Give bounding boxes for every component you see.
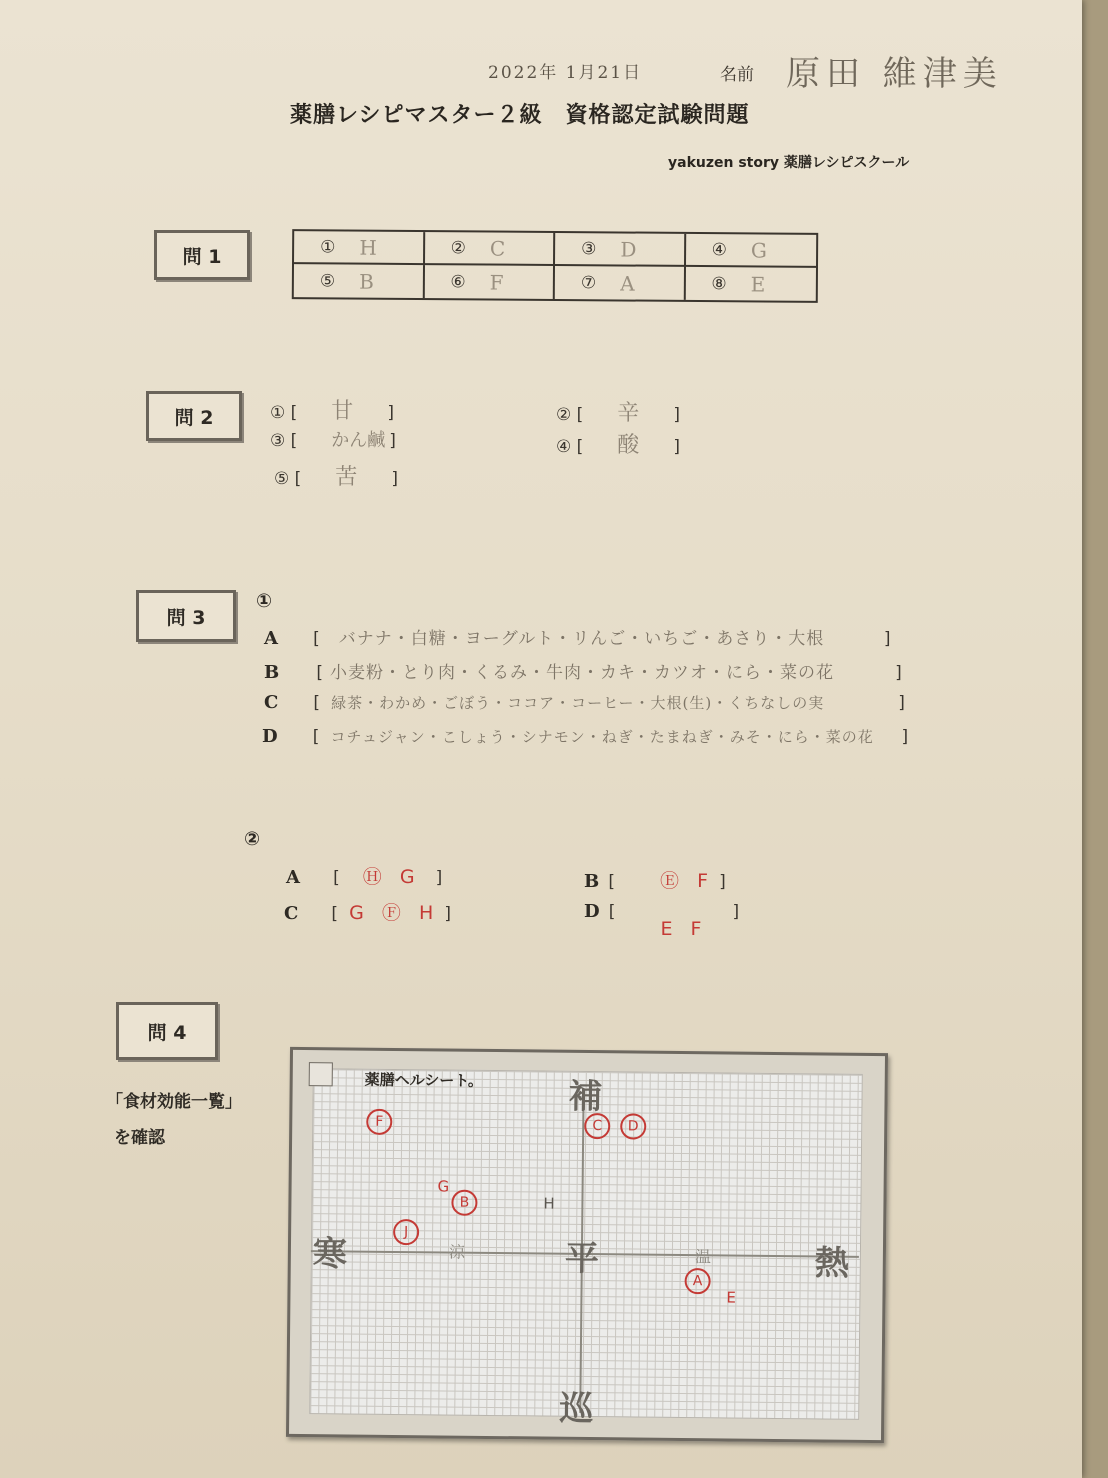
q2-item-answer: 辛: [617, 401, 640, 426]
q1-cell-number: ②: [450, 237, 466, 258]
q3-part1-label: ①: [256, 590, 273, 612]
q3-close-bracket: ]: [444, 904, 451, 924]
q1-cell-answer: A: [620, 270, 635, 296]
q3-group-answer: E F: [660, 918, 708, 940]
q3-group-answer: Ⓗ G: [362, 866, 421, 888]
q2-close-bracket: ]: [673, 405, 680, 425]
q3-row-letter: D: [262, 726, 278, 747]
q1-cell: [424, 265, 555, 299]
q1-cell: [555, 233, 686, 267]
q1-cell: [685, 234, 816, 268]
axis-label-cool: 涼: [448, 1242, 466, 1262]
axis-label-warm: 温: [694, 1247, 711, 1267]
question-4-label: 問 4: [116, 1002, 218, 1060]
q3-open-bracket: [: [312, 727, 320, 747]
q2-item: [556, 396, 680, 427]
school-name: yakuzen story 薬膳レシピスクール: [668, 155, 910, 171]
q3-close-bracket: ]: [719, 872, 726, 892]
q1-cell: [685, 267, 816, 301]
q1-cell-number: ⑦: [580, 272, 597, 293]
q1-cell-number: ⑧: [711, 273, 727, 294]
q3-close-bracket: ]: [435, 868, 443, 888]
yakuzen-health-sheet: [286, 1047, 888, 1443]
q3-row: [264, 624, 891, 649]
q3-group-answer: G Ⓕ H: [349, 902, 440, 924]
q3-close-bracket: ]: [895, 663, 902, 683]
axis-label-left: 寒: [312, 1234, 348, 1275]
q3-group: [584, 866, 726, 893]
q3-row-foods: 緑茶・わかめ・ごぼう・ココア・コーヒー・大根(生)・くちなしの実: [331, 694, 825, 712]
q1-cell-number: ①: [320, 236, 336, 257]
q3-row: [264, 658, 902, 683]
q3-group-letter: A: [286, 867, 300, 888]
q3-close-bracket: ]: [898, 693, 905, 713]
q2-item-answer: 苦: [335, 465, 358, 490]
food-mark: B: [451, 1190, 477, 1216]
q3-group-letter: C: [284, 903, 299, 924]
question-3-label: 問 3: [136, 590, 236, 642]
q3-open-bracket: [: [333, 868, 340, 888]
food-mark: E: [726, 1288, 737, 1307]
q4-instruction-line-1: 「食材効能一覧」: [106, 1092, 242, 1112]
q3-close-bracket: ]: [883, 629, 891, 649]
food-mark: D: [620, 1113, 646, 1139]
q3-row: [262, 726, 908, 747]
q2-item-answer: 酸: [617, 433, 640, 458]
food-mark: J: [393, 1219, 419, 1245]
q2-open-bracket: [: [294, 469, 302, 489]
q2-item-answer: 甘: [331, 399, 354, 424]
q3-row-letter: B: [264, 662, 280, 683]
q1-cell-answer: B: [359, 269, 374, 294]
q1-cell: [555, 266, 686, 300]
q2-close-bracket: ]: [387, 403, 394, 423]
q3-open-bracket: [: [608, 872, 615, 892]
q2-close-bracket: ]: [673, 437, 680, 457]
q1-cell-number: ⑤: [319, 270, 336, 291]
q1-cell-answer: D: [620, 236, 637, 262]
axis-label-center: 平: [564, 1238, 600, 1280]
name-label: 名前: [720, 65, 754, 85]
food-mark: A: [684, 1268, 710, 1294]
q3-open-bracket: [: [608, 902, 616, 922]
q2-item-answer: かん鹹: [331, 430, 386, 451]
q1-cell-answer: F: [489, 270, 504, 295]
q2-item: [556, 428, 680, 459]
q2-item-number: ⑤: [274, 469, 290, 489]
q3-row-letter: A: [264, 628, 278, 649]
q1-cell-answer: E: [750, 271, 766, 296]
q3-close-bracket: ]: [732, 902, 740, 922]
school-logo: [309, 1062, 333, 1086]
q3-group-letter: B: [584, 871, 600, 892]
q3-row-foods: バナナ・白糖・ヨーグルト・リんご・いちご・あさり・大根: [338, 629, 825, 649]
q1-cell-answer: H: [359, 235, 377, 260]
q2-item: [270, 394, 394, 425]
q3-open-bracket: [: [313, 629, 320, 649]
q2-item-number: ④: [556, 437, 572, 457]
question-1-label: 問 1: [154, 230, 250, 280]
q2-item-number: ②: [556, 405, 572, 425]
question-2-label: 問 2: [146, 391, 242, 441]
q1-cell: [425, 232, 556, 266]
q3-group: [584, 900, 740, 940]
q1-cell-answer: C: [489, 236, 506, 261]
name-value: 原田 維津美: [786, 54, 1003, 94]
axis-label-bottom: 巡: [559, 1388, 594, 1430]
q1-cell-answer: G: [750, 237, 767, 262]
q2-item-number: ①: [270, 403, 286, 423]
q2-close-bracket: ]: [391, 469, 398, 489]
q2-open-bracket: [: [576, 437, 584, 457]
q2-item: [270, 426, 396, 452]
q3-group: [286, 862, 442, 889]
q3-row-foods: コチュジャン・こしょう・シナモン・ねぎ・たまねぎ・みそ・にら・菜の花: [330, 728, 874, 746]
q3-row: [264, 692, 905, 713]
q2-item-number: ③: [270, 431, 286, 451]
food-mark: H: [543, 1194, 555, 1213]
food-mark: C: [584, 1113, 610, 1139]
q2-item: [274, 460, 398, 491]
q3-open-bracket: [: [316, 663, 323, 683]
q3-row-letter: C: [264, 692, 279, 713]
q3-group-letter: D: [584, 901, 600, 922]
q1-cell-number: ⑥: [450, 271, 466, 292]
q3-open-bracket: [: [313, 693, 321, 713]
q1-cell-number: ③: [581, 238, 597, 259]
q3-part2-label: ②: [244, 828, 261, 850]
exam-title: 薬膳レシピマスター２級 資格認定試験問題: [290, 103, 750, 128]
q2-open-bracket: [: [576, 405, 584, 425]
sheet-title: 薬膳ヘルシート。: [364, 1070, 484, 1090]
q2-open-bracket: [: [290, 431, 298, 451]
q4-instruction: [106, 1084, 256, 1156]
q3-close-bracket: ]: [901, 727, 909, 747]
axis-label-right: 熱: [814, 1243, 850, 1284]
food-mark: F: [366, 1109, 392, 1135]
axis-label-top: 補: [568, 1076, 603, 1118]
q2-close-bracket: ]: [389, 431, 396, 451]
food-mark: G: [437, 1177, 450, 1196]
q1-cell: [294, 231, 425, 265]
q3-row-foods: 小麦粉・とり肉・くるみ・牛肉・カキ・カツオ・にら・菜の花: [330, 663, 835, 683]
q3-open-bracket: [: [331, 904, 339, 924]
q1-cell-number: ④: [711, 239, 727, 260]
q1-answer-table: [292, 229, 818, 303]
exam-date: 2022年 1月21日: [488, 63, 643, 83]
q3-group-answer: Ⓔ F: [660, 870, 715, 892]
q1-cell: [294, 264, 425, 298]
q2-open-bracket: [: [290, 403, 298, 423]
q4-instruction-line-2: を確認: [114, 1128, 165, 1148]
q3-group: [284, 898, 451, 925]
